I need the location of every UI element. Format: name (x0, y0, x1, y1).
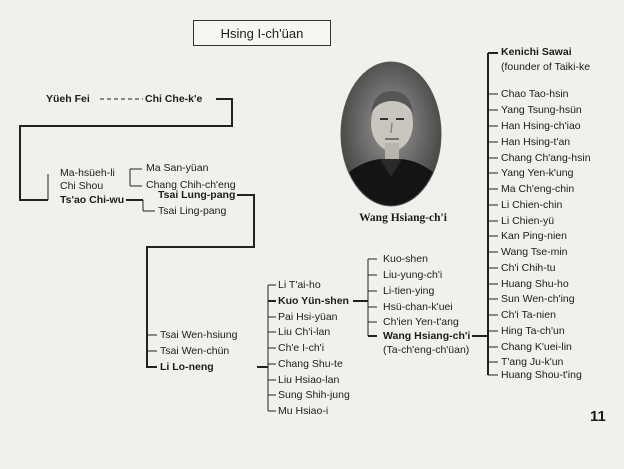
node-middle: Sung Shih-jung (278, 389, 350, 401)
portrait-photo (340, 61, 442, 207)
node-wang-hsiang-chi: Wang Hsiang-ch'i (383, 330, 471, 342)
page-number: 11 (590, 408, 606, 425)
node-middle: Chang Shu-te (278, 358, 343, 370)
node-middle: Liu Hsiao-lan (278, 374, 340, 386)
node-wang-subtitle: (Ta-ch'eng-ch'üan) (383, 344, 470, 356)
node-right: Chao Tao-hsin (501, 88, 569, 100)
node-ma-hsueh-li: Ma-hsüeh-li (60, 167, 115, 179)
node-right: Ch'i Chih-tu (501, 262, 556, 274)
node-kuo-branch: Li-tien-ying (383, 285, 435, 297)
node-right: Han Hsing-ch'iao (501, 120, 581, 132)
node-middle: Liu Ch'i-lan (278, 326, 331, 338)
node-middle: Pai Hsi-yüan (278, 311, 338, 323)
node-kenichi-note: (founder of Taiki-ke (501, 61, 591, 73)
node-middle: Li T'ai-ho (278, 279, 321, 291)
node-ma-san-yuan: Ma San-yüan (146, 162, 209, 174)
node-right: Sun Wen-ch'ing (501, 293, 575, 305)
node-right: Wang Tse-min (501, 246, 568, 258)
node-right: Li Chien-yü (501, 215, 555, 227)
node-right: Ch'i Ta-nien (501, 309, 556, 321)
node-kuo-branch: Liu-yung-ch'i (383, 269, 443, 281)
node-right: Yang Yen-k'ung (501, 167, 574, 179)
node-right: Yang Tsung-hsün (501, 104, 582, 116)
node-middle: Ch'e I-ch'i (278, 342, 325, 354)
node-right: Chang Ch'ang-hsin (501, 152, 591, 164)
node-right: Hing Ta-ch'un (501, 325, 565, 337)
node-kuo-branch: Kuo-shen (383, 253, 428, 265)
node-right: Huang Shou-t'ing (501, 369, 582, 381)
node-tsai-wen-chun: Tsai Wen-chün (160, 345, 230, 357)
node-right: Ma Ch'eng-chin (501, 183, 575, 195)
node-kuo-branch: Hsü-chan-k'uei (383, 301, 453, 313)
node-yueh-fei: Yüeh Fei (46, 93, 90, 105)
node-kenichi-sawai: Kenichi Sawai (501, 46, 572, 58)
node-tsai-ling-pang: Tsai Ling-pang (158, 205, 227, 217)
node-kuo-branch: Ch'ien Yen-t'ang (383, 316, 459, 328)
portrait-caption: Wang Hsiang-ch'i (359, 212, 447, 224)
node-right: Li Chien-chin (501, 199, 563, 211)
node-right: T'ang Ju-k'un (501, 356, 564, 368)
node-right: Huang Shu-ho (501, 278, 569, 290)
node-right: Kan Ping-nien (501, 230, 567, 242)
node-middle: Kuo Yün-shen (278, 295, 349, 307)
node-right: Chang K'uei-lin (501, 341, 572, 353)
node-chang-chih-cheng: Chang Chih-ch'eng (146, 179, 236, 191)
chart-title: Hsing I-ch'üan (193, 20, 331, 46)
node-chi-shou: Chi Shou (60, 180, 104, 192)
node-chi-cheke: Chi Che-k'e (145, 93, 203, 105)
node-middle: Mu Hsiao-i (278, 405, 329, 417)
node-tsao-chi-wu: Ts'ao Chi-wu (60, 194, 125, 206)
node-right: Han Hsing-t'an (501, 136, 571, 148)
node-tsai-lung-pang: Tsai Lung-pang (158, 189, 236, 201)
node-tsai-wen-hsiung: Tsai Wen-hsiung (160, 329, 238, 341)
node-li-lo-neng: Li Lo-neng (160, 361, 214, 373)
